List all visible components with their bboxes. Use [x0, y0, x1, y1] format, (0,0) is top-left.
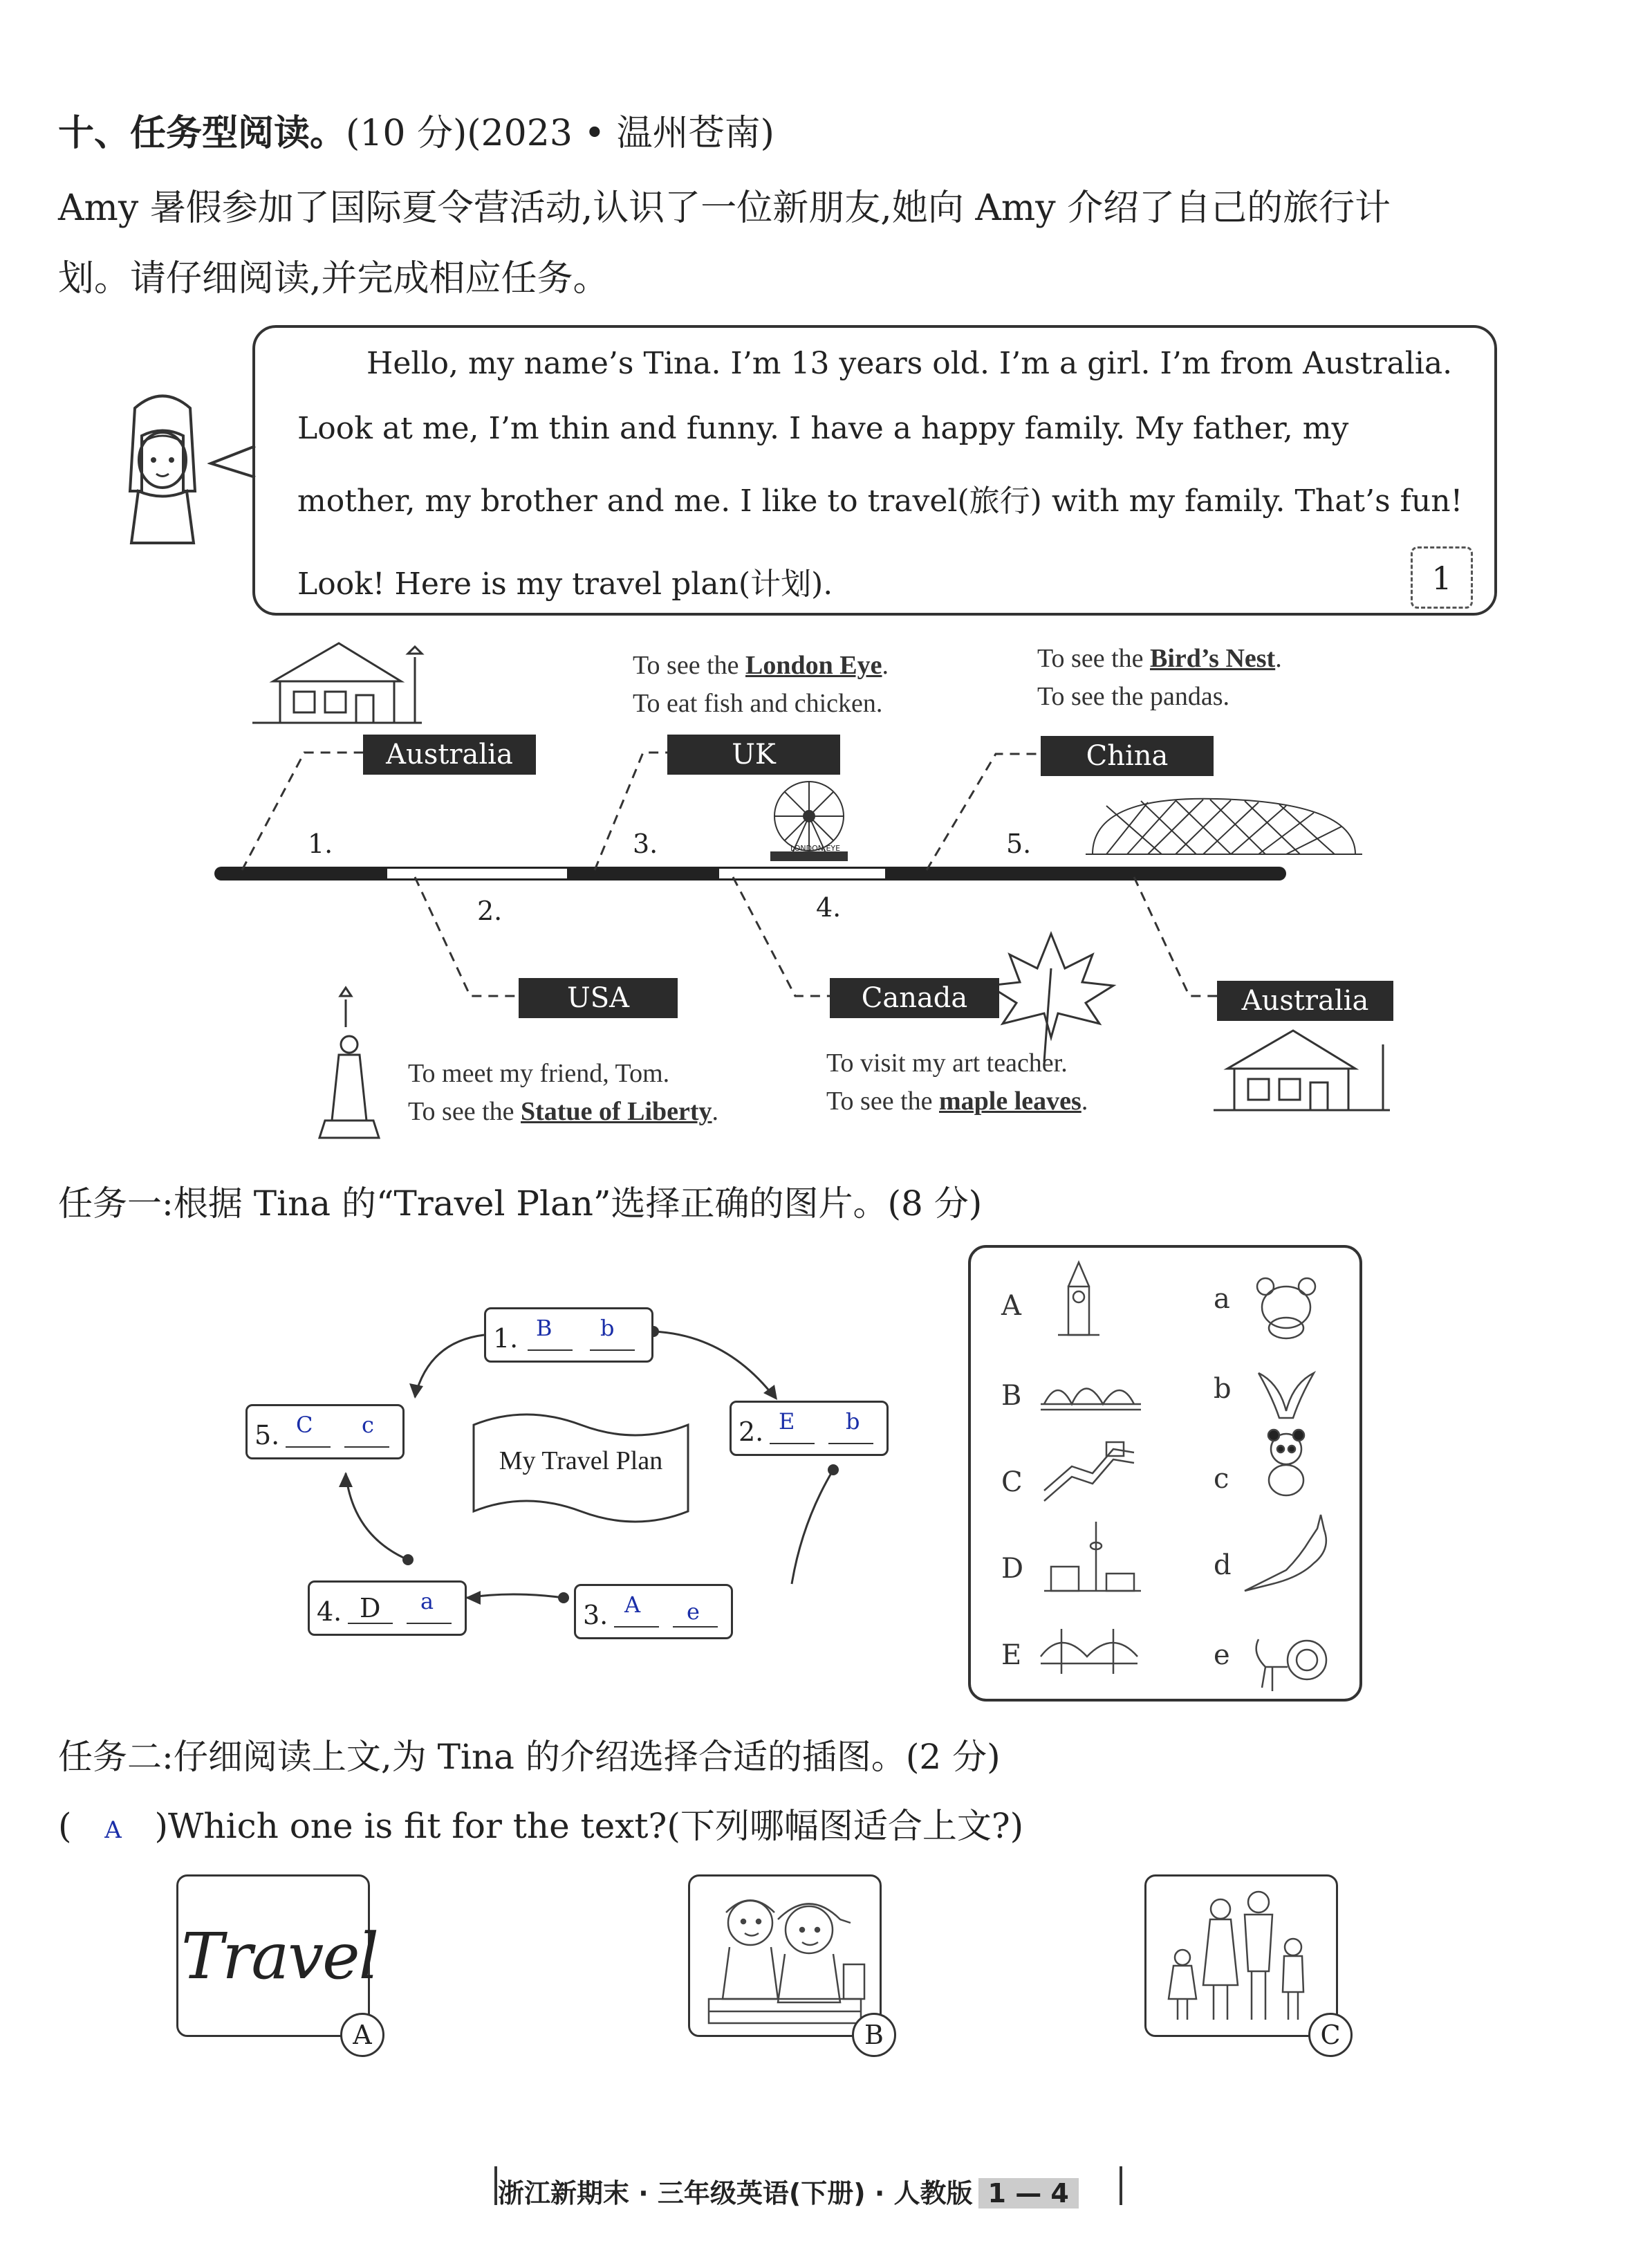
china-plan-line-2: To see the pandas.	[1037, 682, 1230, 711]
option-pictures	[1037, 1252, 1355, 1695]
option-B: B	[1001, 1380, 1022, 1412]
answer-box-3: 3. A e	[574, 1584, 733, 1639]
answer-4-lower: a	[420, 1588, 434, 1614]
choice-b-circle: B	[852, 2013, 896, 2057]
uk-plan-line-2: To eat fish and chicken.	[633, 689, 883, 718]
answer-box-1: 1. B b	[484, 1307, 653, 1363]
cn-tower-icon	[1044, 1522, 1141, 1591]
option-d: d	[1214, 1549, 1232, 1581]
stop-label-australia-start: Australia	[363, 735, 536, 775]
family-icon	[1151, 1881, 1331, 2030]
maple-leaf-icon	[989, 934, 1113, 1062]
canada-plan-line-2: To see the maple leaves.	[826, 1087, 1088, 1116]
option-A: A	[1001, 1290, 1021, 1322]
footer-text: 浙江新期末 · 三年级英语(下册) · 人教版	[498, 2178, 973, 2209]
stop-label-australia-end: Australia	[1217, 981, 1393, 1021]
stop-label-china: China	[1041, 736, 1214, 776]
footer	[498, 2172, 1079, 2210]
option-E: E	[1001, 1639, 1022, 1671]
bubble-line-2: Look at me, I’m thin and funny. I have a happy family. My father, my	[297, 411, 1349, 446]
eagle-icon	[1259, 1373, 1314, 1418]
answer-box-2: 2. E b	[730, 1401, 889, 1456]
uk-plan-line-1: To see the London Eye.	[633, 651, 889, 680]
section-heading	[58, 104, 774, 156]
statue-of-liberty-icon	[319, 988, 379, 1138]
china-plan-line-1: To see the Bird’s Nest.	[1037, 644, 1282, 673]
great-wall-icon	[1044, 1442, 1134, 1501]
london-eye-caption: LONDON EYE	[790, 844, 841, 853]
answer-5-lower: c	[362, 1412, 374, 1438]
stop-label-canada: Canada	[830, 978, 999, 1018]
choice-c-circle: C	[1308, 2013, 1353, 2057]
task2-question: ( A )Which one is fit for the text?(下列哪幅图适合上文?)	[58, 1806, 1024, 1846]
birds-nest-icon	[1086, 799, 1362, 854]
house-icon-2	[1214, 1031, 1390, 1110]
option-a: a	[1214, 1283, 1230, 1315]
option-b: b	[1214, 1373, 1232, 1405]
answer-2-lower: b	[846, 1408, 860, 1435]
usa-plan-line-1: To meet my friend, Tom.	[408, 1059, 670, 1088]
stop-num-4: 4.	[816, 892, 842, 923]
answer-3-lower: e	[687, 1598, 700, 1625]
answer-1-lower: b	[600, 1315, 615, 1341]
answer-box-4: 4. D a	[308, 1580, 467, 1636]
section-number: 十、任务型阅读。	[58, 113, 346, 154]
task2-title: 任务二:仔细阅读上文,为 Tina 的介绍选择合适的插图。(2 分)	[58, 1737, 1001, 1777]
task1-title: 任务一:根据 Tina 的“Travel Plan”选择正确的图片。(8 分)	[58, 1183, 983, 1224]
page-number-box: 1	[1411, 546, 1473, 609]
girl-icon	[111, 387, 214, 546]
stop-num-2: 2.	[477, 896, 503, 926]
opera-house-icon	[1041, 1389, 1141, 1410]
section-meta: (10 分)(2023 • 温州苍南)	[346, 113, 774, 154]
stop-label-usa: USA	[519, 978, 678, 1018]
kangaroo-icon	[1245, 1515, 1326, 1591]
house-icon-1	[252, 643, 422, 723]
answer-3-upper: A	[624, 1592, 641, 1618]
plan-banner-text: My Travel Plan	[499, 1446, 663, 1475]
lion-icon	[1256, 1639, 1326, 1691]
answer-5-upper: C	[296, 1412, 313, 1438]
footer-page: 1 — 4	[978, 2178, 1079, 2209]
bubble-line-3: mother, my brother and me. I like to travel(旅行) with my family. That’s fun!	[297, 483, 1463, 519]
stop-num-5: 5.	[1006, 829, 1032, 859]
koala-icon	[1257, 1278, 1315, 1338]
answer-1-upper: B	[536, 1315, 552, 1341]
answer-2-upper: E	[779, 1408, 795, 1435]
answer-4-upper: D	[360, 1593, 381, 1623]
option-D: D	[1001, 1553, 1024, 1585]
task2-answer: A	[104, 1816, 122, 1844]
intro-line-1: Amy 暑假参加了国际夏令营活动,认识了一位新朋友,她向 Amy 介绍了自己的旅行计	[58, 187, 1391, 229]
intro-line-2: 划。请仔细阅读,并完成相应任务。	[58, 258, 609, 299]
stop-num-1: 1.	[308, 829, 333, 859]
travel-word: Travel	[181, 1919, 378, 1993]
stop-label-uk: UK	[667, 735, 840, 775]
stop-num-3: 3.	[633, 829, 658, 859]
option-C: C	[1001, 1466, 1023, 1498]
panda-icon	[1268, 1430, 1304, 1495]
option-c: c	[1214, 1463, 1229, 1495]
choice-a-circle: A	[340, 2013, 384, 2057]
kids-picnic-icon	[695, 1881, 875, 2030]
bubble-line-4: Look! Here is my travel plan(计划).	[297, 566, 833, 602]
answer-box-5: 5. C c	[245, 1404, 405, 1459]
bubble-line-1: Hello, my name’s Tina. I’m 13 years old. I’m a girl. I’m from Australia.	[366, 346, 1453, 381]
big-ben-icon	[1058, 1262, 1099, 1335]
canada-plan-line-1: To visit my art teacher.	[826, 1049, 1068, 1078]
option-e: e	[1214, 1639, 1230, 1671]
golden-gate-icon	[1041, 1629, 1138, 1674]
usa-plan-line-2: To see the Statue of Liberty.	[408, 1097, 719, 1126]
